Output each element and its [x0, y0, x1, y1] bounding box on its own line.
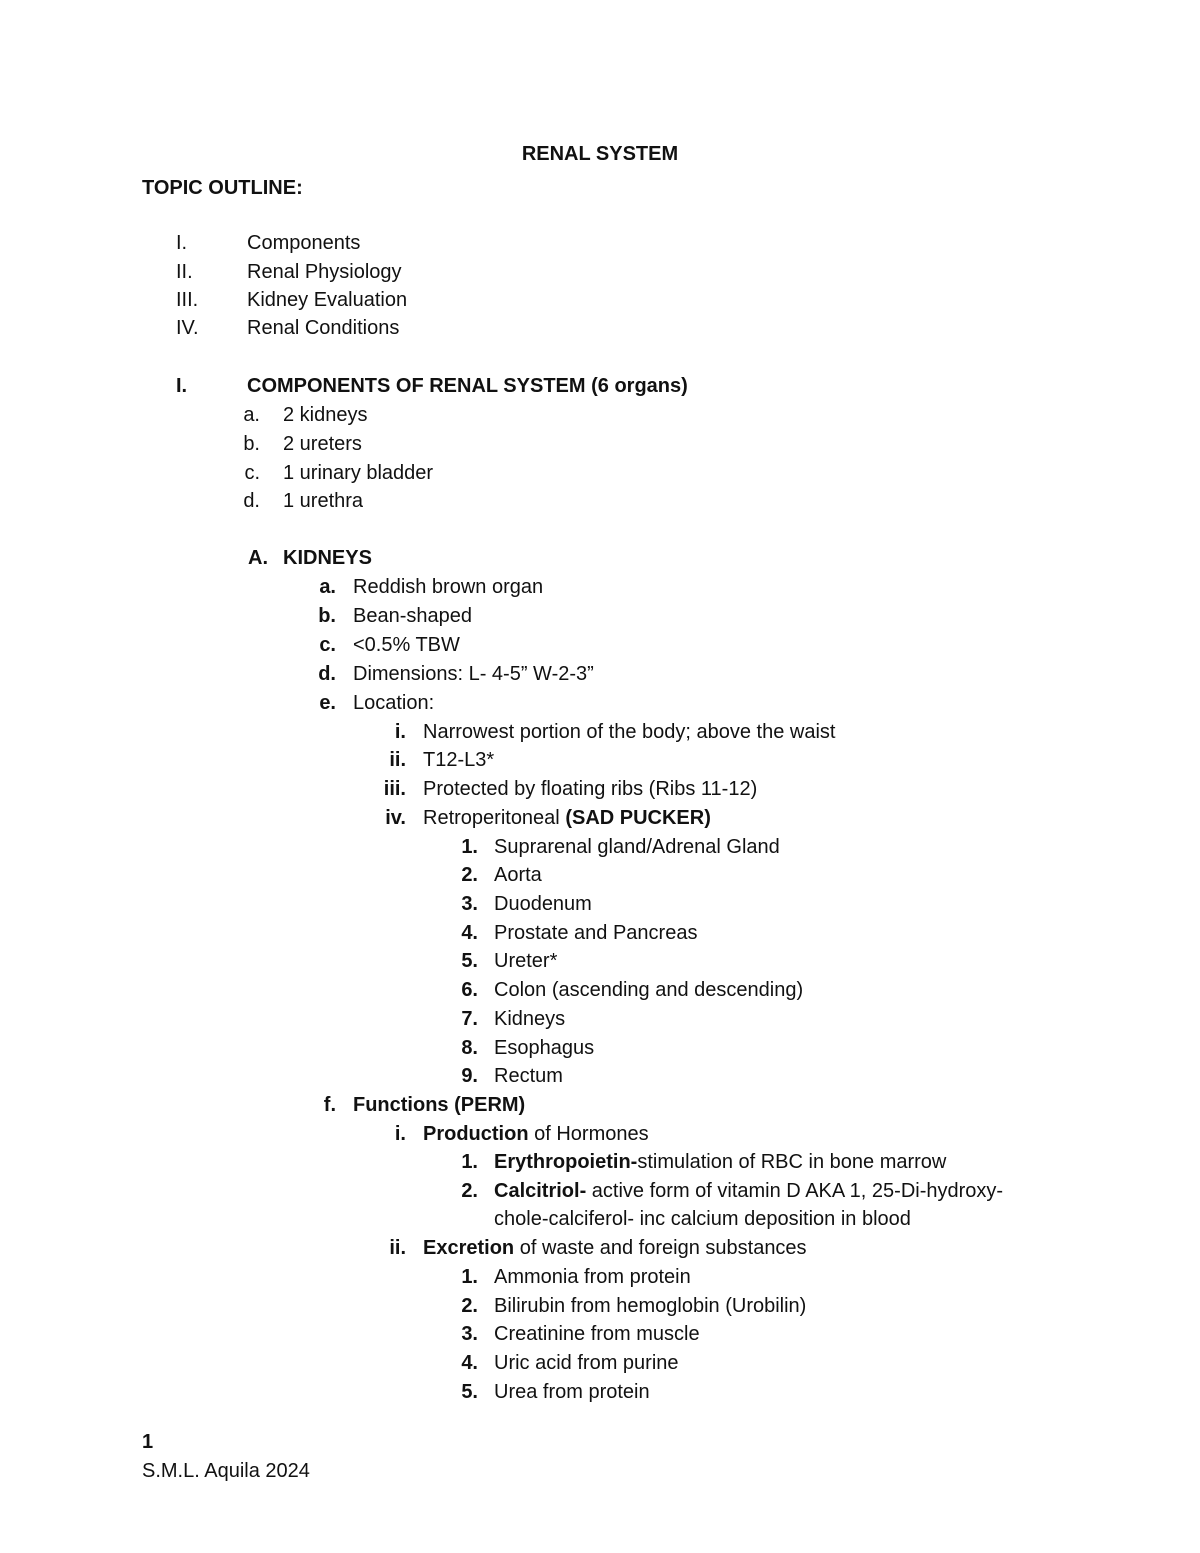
sad-pucker-item: Ureter*	[494, 950, 558, 972]
hormone-name: Erythropoietin-	[494, 1151, 638, 1173]
outline-item: Components	[247, 232, 361, 254]
kidney-item-num: d.	[318, 663, 336, 685]
waste-item: Urea from protein	[494, 1381, 650, 1403]
organ-item: 2 ureters	[283, 433, 362, 455]
organ-item: 1 urinary bladder	[283, 462, 434, 484]
hormone-num: 1.	[461, 1151, 478, 1173]
function-num: ii.	[389, 1237, 406, 1259]
hormone-item	[494, 1179, 1003, 1203]
footer-author: S.M.L. Aquila 2024	[142, 1460, 310, 1482]
waste-item: Bilirubin from hemoglobin (Urobilin)	[494, 1295, 807, 1317]
sad-pucker-num: 3.	[461, 893, 478, 915]
kidney-item-num: e.	[319, 692, 336, 714]
retroperitoneal-item	[423, 806, 711, 830]
page-title: RENAL SYSTEM	[521, 143, 679, 165]
kidney-item: Location:	[353, 692, 435, 714]
sad-pucker-num: 8.	[461, 1037, 478, 1059]
production-label: Production	[423, 1123, 529, 1145]
section-num: I.	[176, 375, 188, 397]
sad-pucker-num: 5.	[461, 950, 478, 972]
section-heading: COMPONENTS OF RENAL SYSTEM (6 organs)	[247, 375, 688, 397]
sad-pucker-label: (SAD PUCKER)	[565, 807, 711, 829]
sad-pucker-num: 6.	[461, 979, 478, 1001]
sad-pucker-num: 4.	[461, 922, 478, 944]
outline-num: I.	[176, 232, 188, 254]
sad-pucker-item: Rectum	[494, 1065, 563, 1087]
outline-num: II.	[176, 261, 193, 283]
location-num: iii.	[383, 778, 406, 800]
sad-pucker-item: Prostate and Pancreas	[494, 922, 698, 944]
outline-heading: TOPIC OUTLINE:	[142, 177, 303, 199]
waste-item: Uric acid from purine	[494, 1352, 679, 1374]
kidney-item-num: a.	[319, 576, 336, 598]
kidney-item: Dimensions: L- 4-5” W-2-3”	[353, 663, 594, 685]
outline-num: IV.	[176, 317, 199, 339]
kidney-item: Reddish brown organ	[353, 576, 544, 598]
organ-num: c.	[244, 462, 260, 484]
outline-item: Renal Physiology	[247, 261, 402, 283]
subsection-heading: KIDNEYS	[283, 547, 372, 569]
excretion-item	[423, 1236, 807, 1260]
waste-num: 1.	[461, 1266, 478, 1288]
retroperitoneal-label: Retroperitoneal	[423, 807, 566, 829]
production-item	[423, 1122, 649, 1146]
sad-pucker-num: 2.	[461, 864, 478, 886]
waste-item: Creatinine from muscle	[494, 1323, 700, 1345]
location-item: T12-L3*	[423, 749, 495, 771]
organ-num: d.	[243, 490, 260, 512]
location-item: Narrowest portion of the body; above the waist	[423, 721, 836, 743]
location-num: i.	[394, 721, 406, 743]
kidney-item: Bean-shaped	[353, 605, 472, 627]
sad-pucker-num: 9.	[461, 1065, 478, 1087]
waste-num: 3.	[461, 1323, 478, 1345]
sad-pucker-item: Kidneys	[494, 1008, 566, 1030]
hormone-desc: stimulation of RBC in bone marrow	[637, 1151, 947, 1173]
page-number: 1	[142, 1431, 154, 1453]
sad-pucker-item: Suprarenal gland/Adrenal Gland	[494, 836, 780, 858]
excretion-label: Excretion	[423, 1237, 515, 1259]
subsection-num: A.	[248, 547, 268, 569]
production-text: of Hormones	[528, 1123, 649, 1145]
functions-num: f.	[323, 1094, 336, 1116]
sad-pucker-item: Duodenum	[494, 893, 592, 915]
waste-num: 4.	[461, 1352, 478, 1374]
organ-item: 2 kidneys	[283, 404, 368, 426]
hormone-num: 2.	[461, 1180, 478, 1202]
location-num: ii.	[389, 749, 406, 771]
function-num: i.	[394, 1123, 406, 1145]
hormone-desc: active form of vitamin D AKA 1, 25-Di-hydroxy-	[586, 1180, 1004, 1202]
outline-item: Renal Conditions	[247, 317, 400, 339]
excretion-text: of waste and foreign substances	[514, 1237, 807, 1259]
location-item: Protected by floating ribs (Ribs 11-12)	[423, 778, 758, 800]
sad-pucker-item: Colon (ascending and descending)	[494, 979, 804, 1001]
kidney-item: <0.5% TBW	[353, 634, 460, 656]
organ-num: b.	[243, 433, 260, 455]
outline-num: III.	[176, 289, 199, 311]
sad-pucker-item: Esophagus	[494, 1037, 595, 1059]
waste-num: 2.	[461, 1295, 478, 1317]
sad-pucker-num: 7.	[461, 1008, 478, 1030]
hormone-desc-continued: chole-calciferol- inc calcium deposition in blood	[494, 1208, 911, 1230]
kidney-item-num: b.	[318, 605, 336, 627]
location-num: iv.	[385, 807, 406, 829]
outline-item: Kidney Evaluation	[247, 289, 408, 311]
waste-item: Ammonia from protein	[494, 1266, 691, 1288]
waste-num: 5.	[461, 1381, 478, 1403]
sad-pucker-num: 1.	[461, 836, 478, 858]
functions-heading: Functions (PERM)	[353, 1094, 526, 1116]
hormone-item	[494, 1150, 946, 1174]
organ-item: 1 urethra	[283, 490, 364, 512]
sad-pucker-item: Aorta	[494, 864, 542, 886]
kidney-item-num: c.	[319, 634, 336, 656]
organ-num: a.	[243, 404, 260, 426]
hormone-name: Calcitriol-	[494, 1180, 587, 1202]
